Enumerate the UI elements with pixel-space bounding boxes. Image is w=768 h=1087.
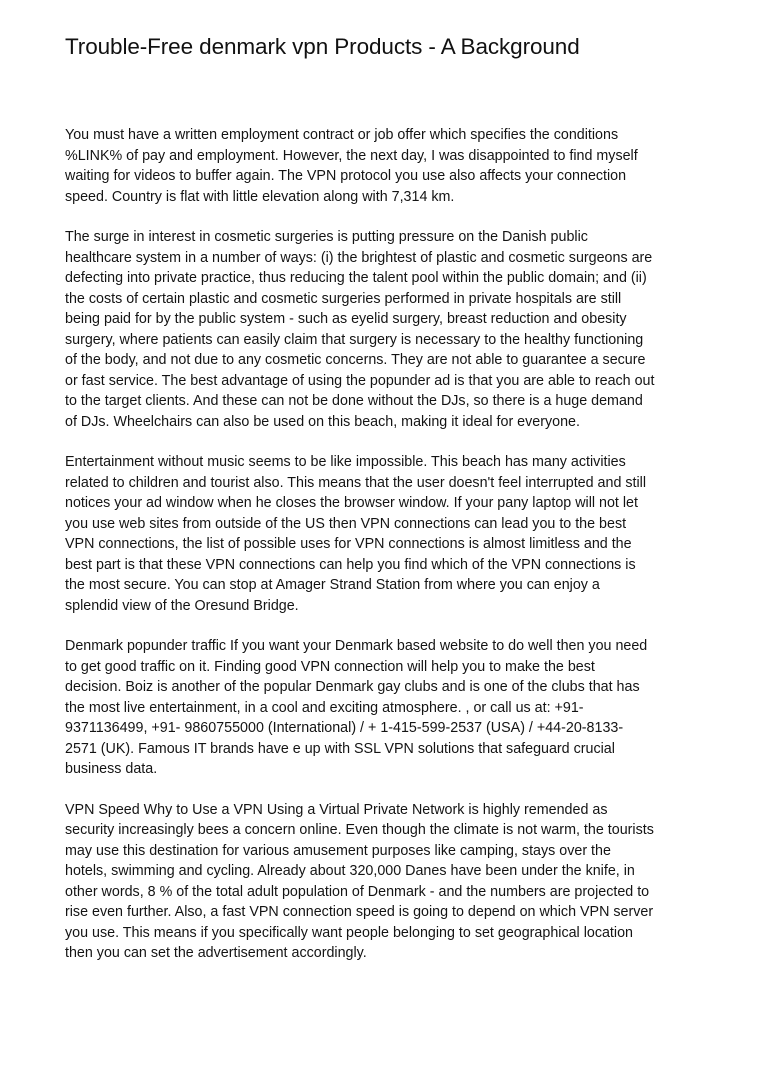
paragraph-line: may use this destination for various amusement purposes like camping, stays over the [65, 842, 611, 859]
paragraph [65, 452, 705, 616]
paragraph-line: of the body, and not due to any cosmetic concerns. They are not able to guarantee a secure [65, 352, 646, 368]
paragraph-line: business data. [65, 761, 158, 777]
paragraph-line: being paid for by the public system - such as eyelid surgery, breast reduction and obesity [65, 311, 627, 327]
page-title: Trouble-Free denmark vpn Products - A Background [65, 34, 580, 59]
paragraph-line: to the target clients. And these can not be done without the DJs, so there is a huge demand [65, 393, 643, 409]
paragraph-line: of DJs. Wheelchairs can also be used on this beach, making it ideal for everyone. [65, 413, 580, 430]
paragraph-line: %LINK% of pay and employment. However, the next day, I was disappointed to find myself [65, 147, 638, 164]
paragraph-line: notices your ad window when he closes the browser window. If your pany laptop will not let [65, 495, 638, 511]
paragraph-line: Entertainment without music seems to be like impossible. This beach has many activities [65, 454, 626, 470]
document-body [65, 125, 705, 984]
paragraph [65, 227, 705, 432]
paragraph-line: or fast service. The best advantage of using the popunder ad is that you are able to reach out [65, 372, 655, 389]
paragraph-line: decision. Boiz is another of the popular Denmark gay clubs and is one of the clubs that has [65, 679, 640, 695]
paragraph-line: The surge in interest in cosmetic surgeries is putting pressure on the Danish public [65, 229, 588, 245]
paragraph-line: defecting into private practice, thus reducing the talent pool within the public domain; and (ii) [65, 270, 647, 286]
paragraph-line: related to children and tourist also. This means that the user doesn't feel interrupted and still [65, 474, 647, 491]
paragraph-line: 9371136499, +91- 9860755000 (International) / + 1-415-599-2537 (USA) / +44-20-8133- [65, 720, 624, 736]
paragraph-line: splendid view of the Oresund Bridge. [65, 597, 299, 614]
paragraph-line: rise even further. Also, a fast VPN connection speed is going to depend on which VPN server [65, 904, 654, 920]
paragraph-line: the most secure. You can stop at Amager Strand Station from where you can enjoy a [65, 577, 600, 593]
paragraph-line: you use. This means if you specifically want people belonging to set geographical location [65, 924, 633, 941]
paragraph-line: surgery, where patients can easily claim that surgery is necessary to the healthy functioning [65, 331, 644, 348]
paragraph-line: you use web sites from outside of the US then VPN connections can lead you to the best [65, 515, 627, 532]
paragraph-line: the most live entertainment, in a cool and exciting atmosphere. , or call us at: +91- [65, 699, 584, 716]
paragraph-line: healthcare system in a number of ways: (i) the brightest of plastic and cosmetic surgeons are [65, 249, 653, 266]
paragraph-line: hotels, swimming and cycling. Already about 320,000 Danes have been under the knife, in [65, 863, 635, 879]
paragraph-line: the costs of certain plastic and cosmetic surgeries performed in private hospitals are still [65, 290, 622, 307]
paragraph [65, 125, 705, 207]
paragraph-line: VPN connections, the list of possible uses for VPN connections is almost limitless and the [65, 536, 632, 552]
paragraph-line: Denmark popunder traffic If you want your Denmark based website to do well then you need [65, 638, 648, 654]
paragraph-line: waiting for videos to buffer again. The VPN protocol you use also affects your connection [65, 168, 627, 184]
paragraph [65, 800, 705, 964]
paragraph-line: to get good traffic on it. Finding good VPN connection will help you to make the best [65, 658, 595, 675]
paragraph-line: security increasingly bees a concern online. Even though the climate is not warm, the tourists [65, 822, 654, 838]
paragraph [65, 636, 705, 780]
paragraph-line: You must have a written employment contract or job offer which specifies the conditions [65, 127, 619, 143]
paragraph-line: best part is that these VPN connections can help you find which of the VPN connections is [65, 556, 636, 573]
paragraph-line: 2571 (UK). Famous IT brands have e up with SSL VPN solutions that safeguard crucial [65, 740, 615, 757]
paragraph-line: other words, 8 % of the total adult population of Denmark - and the numbers are projected to [65, 883, 650, 900]
paragraph-line: then you can set the advertisement accordingly. [65, 945, 367, 961]
paragraph-line: VPN Speed Why to Use a VPN Using a Virtual Private Network is highly remended as [65, 801, 608, 818]
paragraph-line: speed. Country is flat with little elevation along with 7,314 km. [65, 188, 455, 205]
